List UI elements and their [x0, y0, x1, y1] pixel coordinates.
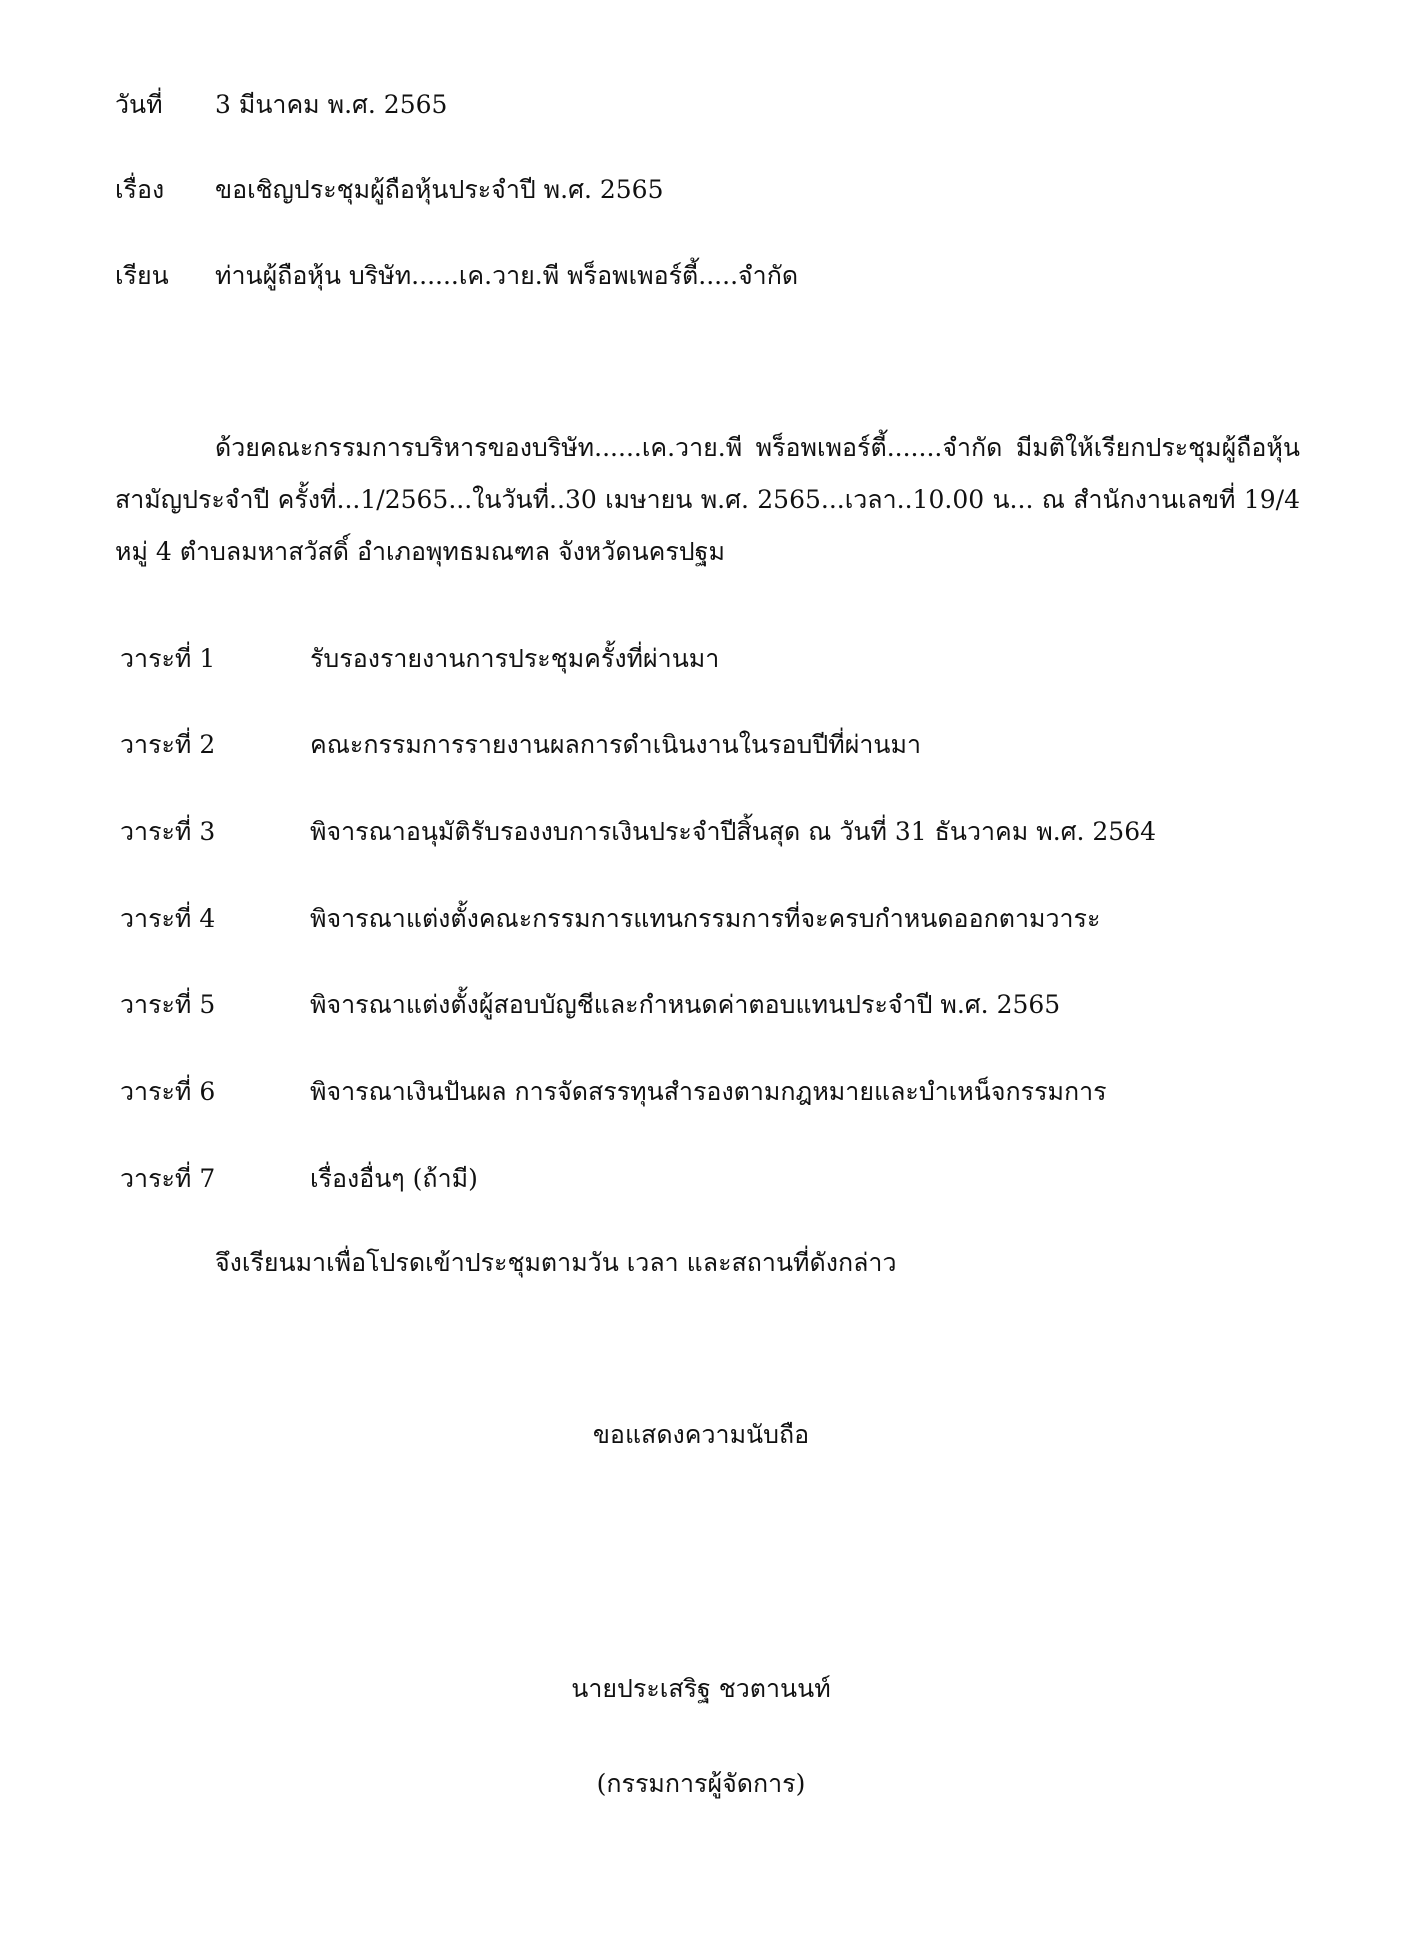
- agenda-label: วาระที่ 1: [120, 644, 216, 673]
- agenda-label: วาระที่ 6: [120, 1077, 216, 1106]
- recipient-value: ท่านผู้ถือหุ้น บริษัท......เค.วาย.พี พร็อพเพอร์ตี้.....จำกัด: [215, 261, 799, 290]
- agenda-label: วาระที่ 3: [120, 817, 216, 846]
- signer-title: (กรรมการผู้จัดการ): [596, 1769, 806, 1798]
- agenda-label: วาระที่ 5: [120, 990, 216, 1019]
- agenda-label: วาระที่ 4: [120, 904, 216, 933]
- body-paragraph: ด้วยคณะกรรมการบริหารของบริษัท......เค.วาย.พี พร็อพเพอร์ตี้.......จำกัด มีมติให้เรียกประชุมผู้ถือหุ้นสามัญประจำปี ครั้งที่...1/2565...ในวันที่..30 เมษายน พ.ศ. 2565...เวลา..10.00 น... ณ สำนักงานเลขที่ 19/4 หมู่ 4 ตำบลมหาสวัสดิ์ อำเภอพุทธมณฑล จังหวัดนครปฐม: [115, 433, 1300, 566]
- agenda-text: พิจารณาอนุมัติรับรองงบการเงินประจำปีสิ้นสุด ณ วันที่ 31 ธันวาคม พ.ศ. 2564: [310, 817, 1157, 846]
- agenda-label: วาระที่ 7: [120, 1164, 216, 1193]
- agenda-text: คณะกรรมการรายงานผลการดำเนินงานในรอบปีที่ผ่านมา: [310, 730, 922, 759]
- subject-label: เรื่อง: [115, 175, 165, 204]
- agenda-text: พิจารณาแต่งตั้งผู้สอบบัญชีและกำหนดค่าตอบแทนประจำปี พ.ศ. 2565: [310, 990, 1061, 1019]
- agenda-text: พิจารณาเงินปันผล การจัดสรรทุนสำรองตามกฎหมายและบำเหน็จกรรมการ: [310, 1077, 1107, 1106]
- agenda-text: รับรองรายงานการประชุมครั้งที่ผ่านมา: [310, 644, 720, 673]
- recipient-label: เรียน: [115, 261, 169, 290]
- date-value: 3 มีนาคม พ.ศ. 2565: [215, 90, 448, 119]
- agenda-text: เรื่องอื่นๆ (ถ้ามี): [310, 1164, 478, 1193]
- closing-invitation: จึงเรียนมาเพื่อโปรดเข้าประชุมตามวัน เวลา และสถานที่ดังกล่าว: [215, 1248, 897, 1277]
- closing-regards: ขอแสดงความนับถือ: [592, 1420, 810, 1449]
- date-label: วันที่: [115, 90, 163, 119]
- agenda-text: พิจารณาแต่งตั้งคณะกรรมการแทนกรรมการที่จะครบกำหนดออกตามวาระ: [310, 904, 1101, 933]
- signer-name: นายประเสริฐ ชวตานนท์: [571, 1674, 831, 1703]
- subject-value: ขอเชิญประชุมผู้ถือหุ้นประจำปี พ.ศ. 2565: [215, 175, 664, 204]
- agenda-label: วาระที่ 2: [120, 730, 216, 759]
